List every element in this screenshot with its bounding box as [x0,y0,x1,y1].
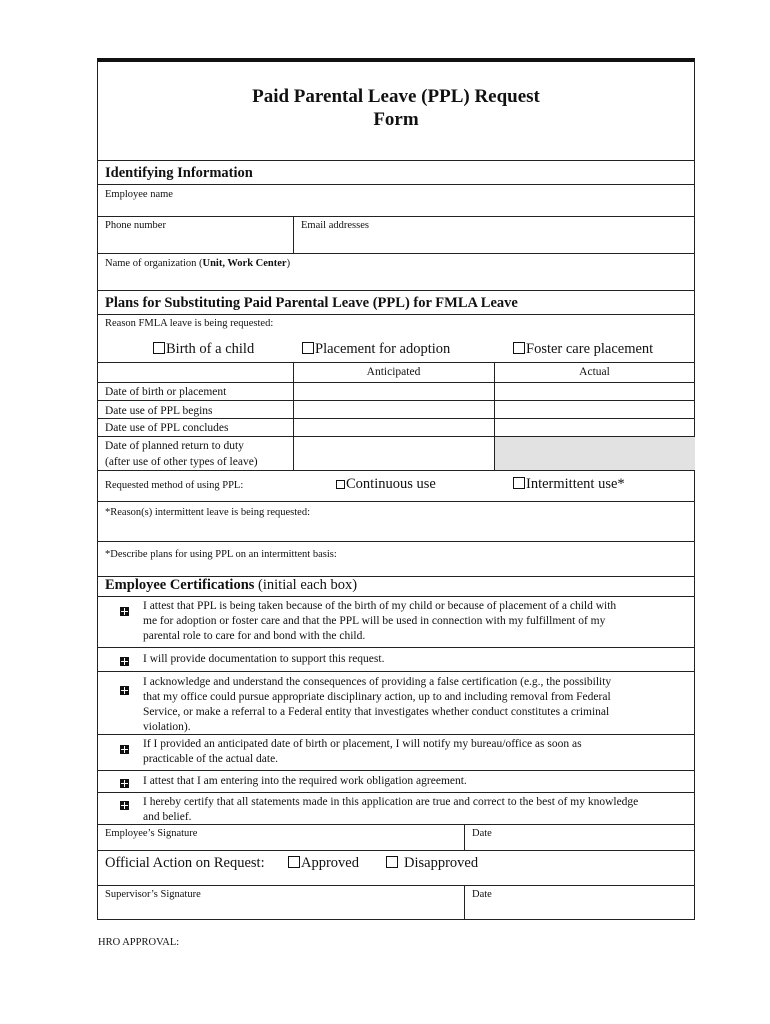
certification-4: If I provided an anticipated date of birth or placement, I will notify my bureau/office as soon as practicable of the actual date. [143,738,582,765]
adoption-option[interactable]: Placement for adoption [302,341,450,358]
hro-approval: HRO APPROVAL: [98,937,180,948]
employee-name-field[interactable]: Employee name [105,189,173,200]
form-title-line2: Form [373,109,419,130]
form-title-line1: Paid Parental Leave (PPL) Request [252,86,540,107]
actual-header: Actual [579,366,610,378]
shaded-cell [494,436,695,470]
phone-field[interactable]: Phone number [105,220,166,231]
initial-box-4-icon[interactable] [120,745,129,754]
identifying-heading: Identifying Information [105,165,253,181]
approved-option[interactable]: Approved [288,855,359,872]
reason-label: Reason FMLA leave is being requested: [105,318,274,329]
certification-2: I will provide documentation to support this request. [143,653,385,665]
anticipated-header: Anticipated [366,366,421,378]
disapproved-checkbox[interactable] [386,856,398,868]
initial-box-3-icon[interactable] [120,686,129,695]
foster-checkbox[interactable] [513,342,525,354]
return-duty-note: (after use of other types of leave) [105,456,258,468]
supervisor-date-field[interactable]: Date [472,889,492,900]
organization-field[interactable]: Name of organization (Unit, Work Center) [105,258,291,269]
plans-heading: Plans for Substituting Paid Parental Leave (PPL) for FMLA Leave [105,295,518,311]
date-birth-label: Date of birth or placement [105,386,227,398]
foster-option[interactable]: Foster care placement [513,341,653,358]
initial-box-6-icon[interactable] [120,801,129,810]
approved-checkbox[interactable] [288,856,300,868]
certification-1: I attest that PPL is being taken because of the birth of my child or because of placement of a child with me for adoption or foster care and that the PPL will be used in connection with my fulfillment of my parental role to care for and bond with the child. [143,600,617,642]
intermittent-checkbox[interactable] [513,477,525,489]
certification-6: I hereby certify that all statements made in this application are true and correct to the best of my knowledge and belief. [143,796,639,823]
certification-3: I acknowledge and understand the consequences of providing a false certification (e.g., the possibility that my office could pursue appropriate disciplinary action, up to and including removal from Federal Service, or make a referral to a Federal entity that investigates whether conduct constitutes a criminal violation). [143,676,612,733]
adoption-checkbox[interactable] [302,342,314,354]
method-label: Requested method of using PPL: [105,480,244,491]
describe-plans-field[interactable]: *Describe plans for using PPL on an intermittent basis: [105,549,337,560]
ppl-concludes-label: Date use of PPL concludes [105,422,229,434]
birth-checkbox[interactable] [153,342,165,354]
reason-intermittent-field[interactable]: *Reason(s) intermittent leave is being requested: [105,507,310,518]
employee-date-field[interactable]: Date [472,828,492,839]
initial-box-5-icon[interactable] [120,779,129,788]
disapproved-option[interactable]: Disapproved [386,855,478,872]
official-action-label: Official Action on Request: [105,855,265,871]
initial-box-2-icon[interactable] [120,657,129,666]
employee-signature-field[interactable]: Employee’s Signature [105,828,198,839]
certifications-heading: Employee Certifications (initial each box) [105,577,358,593]
certification-5: I attest that I am entering into the required work obligation agreement. [143,775,467,787]
ppl-begins-label: Date use of PPL begins [105,405,213,417]
initial-box-1-icon[interactable] [120,607,129,616]
birth-option[interactable]: Birth of a child [153,341,254,358]
continuous-option[interactable]: Continuous use [336,476,436,493]
supervisor-signature-field[interactable]: Supervisor’s Signature [105,889,201,900]
intermittent-option[interactable]: Intermittent use* [513,476,625,493]
return-duty-label: Date of planned return to duty [105,440,244,452]
email-field[interactable]: Email addresses [301,220,369,231]
continuous-checkbox[interactable] [336,480,345,489]
